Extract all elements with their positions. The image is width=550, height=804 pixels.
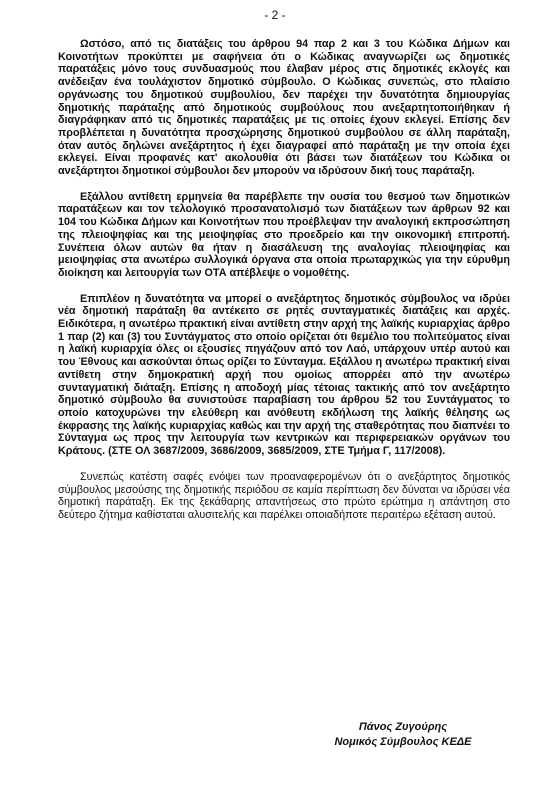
paragraph-4: Συνεπώς κατέστη σαφές ενόψει των προαναφερομένων ότι ο ανεξάρτητος δημοτικός σύμβουλος μεσούσης της δημοτικής περιόδου σε καμία περίπτωση δεν δύναται να ιδρύσει νέα δημοτική παράταξη. Εκ της ξεκάθαρης απαντήσεως στο πρώτο ερώτημα η απάντηση στο δεύτερο ζήτημα καθίσταται αλυσιτελής και παρέλκει οποιαδήποτε περαιτέρω εξέταση αυτού. xyxy=(58,470,510,521)
page-number: - 2 - xyxy=(264,8,286,22)
paragraph-1: Ωστόσο, από τις διατάξεις του άρθρου 94 παρ 2 και 3 του Κώδικα Δήμων και Κοινοτήτων προκύπτει με σαφήνεια ότι ο Κώδικας αναγνωρίζει ως δημοτικές παρατάξεις μόνο τους συνδυασμούς που έλαβαν μέρος στις δημοτικές εκλογές και ανέδειξαν ένα τουλάχιστον δημοτικό σύμβουλο. Ο Κώδικας συνεπώς, στο πλαίσιο οργάνωσης του δημοτικού συμβουλίου, δεν παρέχει την δυνατότητα δημιουργίας δημοτικής παράταξης από δημοτικούς συμβούλους που ανεξαρτητοποιήθηκαν ή διαγράφηκαν από τις δημοτικές παρατάξεις με τις οποίες έχουν εκλεγεί. Επίσης δεν προβλέπεται η δυνατότητα προσχώρησης δημοτικού συμβούλου σε άλλη παράταξη, όταν αυτός δηλώνει ανεξάρτητος ή έχει διαγραφεί από παράταξη με την οποία έχει εκλεγεί. Είναι προφανές κατ' ακολουθία ότι βάσει των διατάξεων του Κώδικα οι ανεξάρτητοι δημοτικοί σύμβουλοι δεν μπορούν να ιδρύσουν δική τους παράταξη. xyxy=(58,38,510,178)
paragraph-3: Επιπλέον η δυνατότητα να μπορεί ο ανεξάρτητος δημοτικός σύμβουλος να ιδρύει νέα δημοτική παράταξη θα αντέκειτο σε ρητές συνταγματικές διατάξεις και αρχές. Ειδικότερα, η ανωτέρω πρακτική είναι αντίθετη στην αρχή της λαϊκής κυριαρχίας άρθρο 1 παρ (2) και (3) του Συντάγματος στο οποίο ορίζεται ότι θεμέλιο του πολιτεύματος είναι η λαϊκή κυριαρχία όλες οι εξουσίες πηγάζουν από τον Λαό, υπάρχουν υπέρ αυτού και του Έθνους και ασκούνται όπως ορίζει το Σύνταγμα. Εξάλλου η ανωτέρω πρακτική είναι αντίθετη στην δημοκρατική αρχή που ομοίως απορρέει από την ανωτέρω συνταγματική διάταξη. Επίσης η αποδοχή μίας τέτοιας τακτικής από τον ανεξάρτητο δημοτικό σύμβουλο θα συνιστούσε παραβίαση του άρθρου 52 του Συντάγματος το οποίο κατοχυρώνει την ελεύθερη και ανόθευτη εκδήλωση της λαϊκής θέλησης ως έκφρασης της λαϊκής κυριαρχίας καθώς και την αρχή της σταθερότητας που διαπνέει το Σύνταγμα ως προς την λειτουργία των κεντρικών και περιφερειακών οργάνων του Κράτους. (ΣΤΕ ΟΛ 3687/2009, 3686/2009, 3685/2009, ΣΤΕ Τμήμα Γ, 117/2008). xyxy=(58,292,510,458)
paragraph-2: Εξάλλου αντίθετη ερμηνεία θα παρέβλεπε την ουσία του θεσμού των δημοτικών παρατάξεων και τον τελολογικό προσανατολισμό των διατάξεων των άρθρων 92 και 104 του Κώδικα Δήμων και Κοινοτήτων που προέβλεψαν την αναλογική εκπροσώπηση της πλειοψηφίας και της μειοψηφίας στο προεδρείο και την οικονομική επιτροπή. Συνέπεια όλων αυτών θα ήταν η διασάλευση της αναλογίας πλειοψηφίας και μειοψηφίας στα ανωτέρω συλλογικά όργανα στα οποία πρωταρχικώς για την εύρυθμη διοίκηση και λειτουργία των ΟΤΑ απέβλεψε ο νομοθέτης. xyxy=(58,190,510,279)
signature-block xyxy=(308,720,498,750)
signatory-title: Νομικός Σύμβουλος ΚΕΔΕ xyxy=(334,736,472,748)
signatory-name: Πάνος Ζυγούρης xyxy=(358,721,448,733)
document-body xyxy=(58,38,510,522)
